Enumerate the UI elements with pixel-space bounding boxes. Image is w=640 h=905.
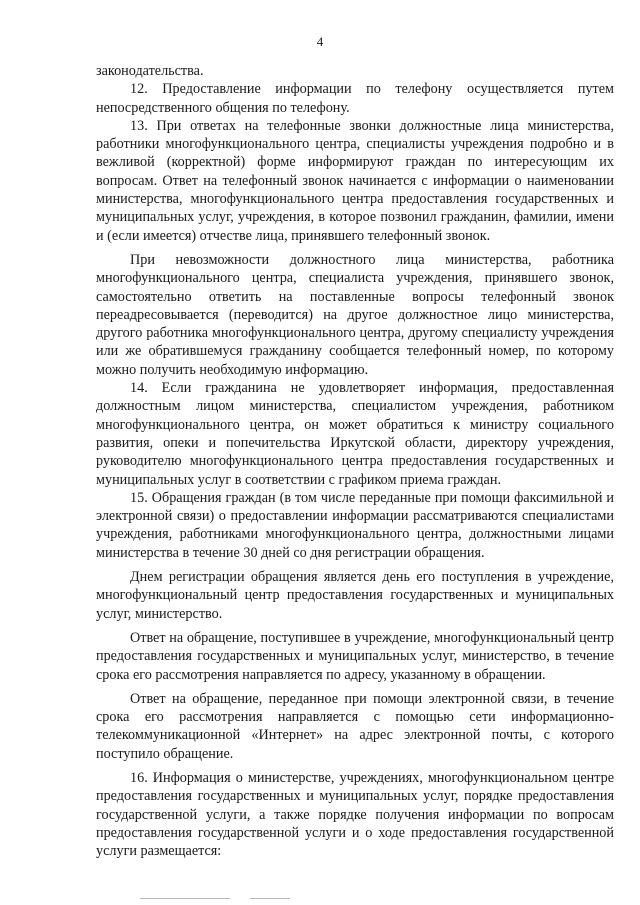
paragraph-13: 13. При ответах на телефонные звонки должностные лица министерства, работники многофункционального центра, специалисты учреждения подробно и в вежливой (корректной) форме информируют граждан по интересующим их вопросам. Ответ на телефонный звонок начинается с информации о наименовании министерства, многофункционального центра предоставления государственных и муниципальных услуг, учреждения, в которое позвонил гражданин, фамилии, имени и (если имеется) отчестве лица, принявшего телефонный звонок. [96, 117, 614, 244]
paragraph-continuation: законодательства. [96, 63, 204, 79]
paragraph-13-redirect: При невозможности должностного лица министерства, работника многофункционального центра, специалиста учреждения, принявшего звонок, самостоятельно ответить на поставленные вопросы телефонный звонок переадресовывается (переводится) на другое должностное лицо министерства, другого работника многофункционального центра, другому специалисту учреждения или же обратившемуся гражданину сообщается телефонный номер, по которому можно получить необходимую информацию. [96, 251, 614, 378]
paragraph-16: 16. Информация о министерстве, учреждениях, многофункциональном центре предоставления государственных и муниципальных услуг, порядке предоставления государственной услуги, а также порядке получения информации по вопросам предоставления государственной услуги и о ходе предоставления государственной услуги размещается: [96, 769, 614, 860]
paragraph-12: 12. Предоставление информации по телефону осуществляется путем непосредственного общения по телефону. [96, 81, 614, 116]
paragraph-15: 15. Обращения граждан (в том числе переданные при помощи факсимильной и электронной связи) о предоставлении информации рассматриваются специалистами учреждения, работниками многофункционального центра, должностными лицами министерства в течение 30 дней со дня регистрации обращения. [96, 489, 614, 561]
paragraph-14: 14. Если гражданина не удовлетворяет информация, предоставленная должностным лицом министерства, специалистом учреждения, работником многофункционального центра, он может обратиться к министру социального развития, опеки и попечительства Иркутской области, директору учреждения, руководителю многофункционального центра предоставления государственных и муниципальных услуг в соответствии с графиком приема граждан. [96, 380, 614, 488]
document-body [96, 62, 614, 860]
paragraph-15-postal-reply: Ответ на обращение, поступившее в учреждение, многофункциональный центр предоставления государственных и муниципальных услуг, министерство, в течение срока его рассмотрения направляется по адресу, указанному в обращении. [96, 629, 614, 683]
page-number: 4 [316, 34, 324, 49]
scan-artifact-line [140, 898, 230, 899]
paragraph-15-electronic-reply: Ответ на обращение, переданное при помощи электронной связи, в течение срока его рассмотрения направляется с помощью сети информационно-телекоммуникационной «Интернет» на адрес электронной почты, с которого поступило обращение. [96, 690, 614, 762]
scan-artifact-line [250, 898, 290, 899]
paragraph-15-registration-day: Днем регистрации обращения является день его поступления в учреждение, многофункциональный центр предоставления государственных и муниципальных услуг, министерство. [96, 569, 614, 622]
